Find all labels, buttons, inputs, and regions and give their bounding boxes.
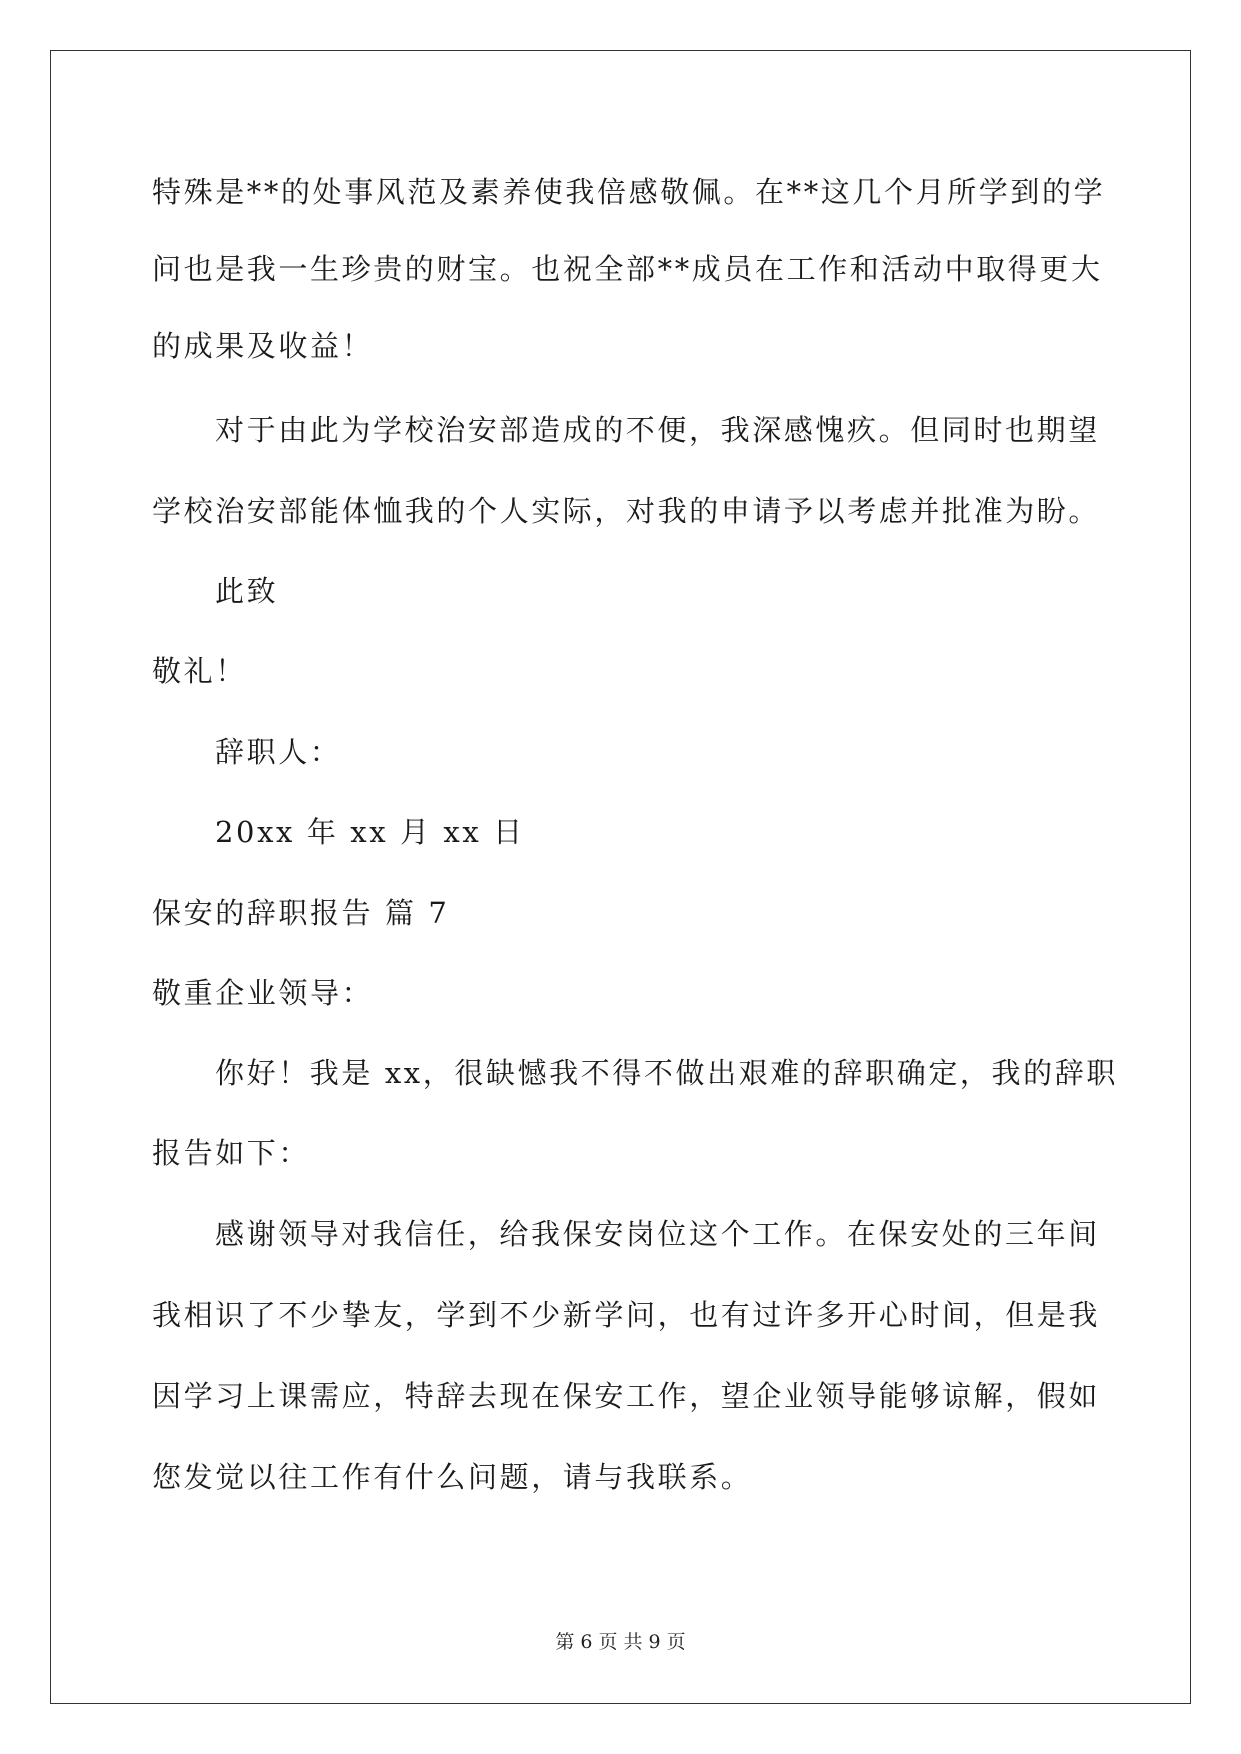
paragraph-line: 您发觉以往工作有什么问题，请与我联系。	[152, 1460, 753, 1494]
page-footer: 第 6 页 共 9 页	[555, 1631, 686, 1653]
paragraph-line: 对于由此为学校治安部造成的不便，我深感愧疚。但同时也期望	[215, 413, 1100, 447]
paragraph-line: 感谢领导对我信任，给我保安岗位这个工作。在保安处的三年间	[215, 1217, 1100, 1251]
closing-regards: 敬礼！	[152, 654, 247, 688]
paragraph-line: 学校治安部能体恤我的个人实际，对我的申请予以考虑并批准为盼。	[152, 494, 1101, 528]
paragraph-line: 的成果及收益！	[152, 329, 374, 363]
greeting: 敬重企业领导：	[152, 976, 374, 1010]
signature-label: 辞职人：	[215, 735, 342, 769]
closing-salutation: 此致	[215, 574, 279, 608]
paragraph-line: 报告如下：	[152, 1136, 311, 1170]
section-heading: 保安的辞职报告 篇 7	[152, 896, 450, 930]
date-line: 20xx 年 xx 月 xx 日	[215, 815, 525, 849]
paragraph-line: 特殊是**的处事风范及素养使我倍感敬佩。在**这几个月所学到的学	[152, 175, 1106, 209]
paragraph-line: 我相识了不少挚友，学到不少新学问，也有过许多开心时间，但是我	[152, 1298, 1101, 1332]
paragraph-line: 问也是我一生珍贵的财宝。也祝全部**成员在工作和活动中取得更大	[152, 252, 1103, 286]
paragraph-line: 因学习上课需应，特辞去现在保安工作，望企业领导能够谅解，假如	[152, 1379, 1101, 1413]
page-border	[50, 50, 1191, 1704]
paragraph-line: 你好！我是 xx，很缺憾我不得不做出艰难的辞职确定，我的辞职	[215, 1056, 1118, 1090]
